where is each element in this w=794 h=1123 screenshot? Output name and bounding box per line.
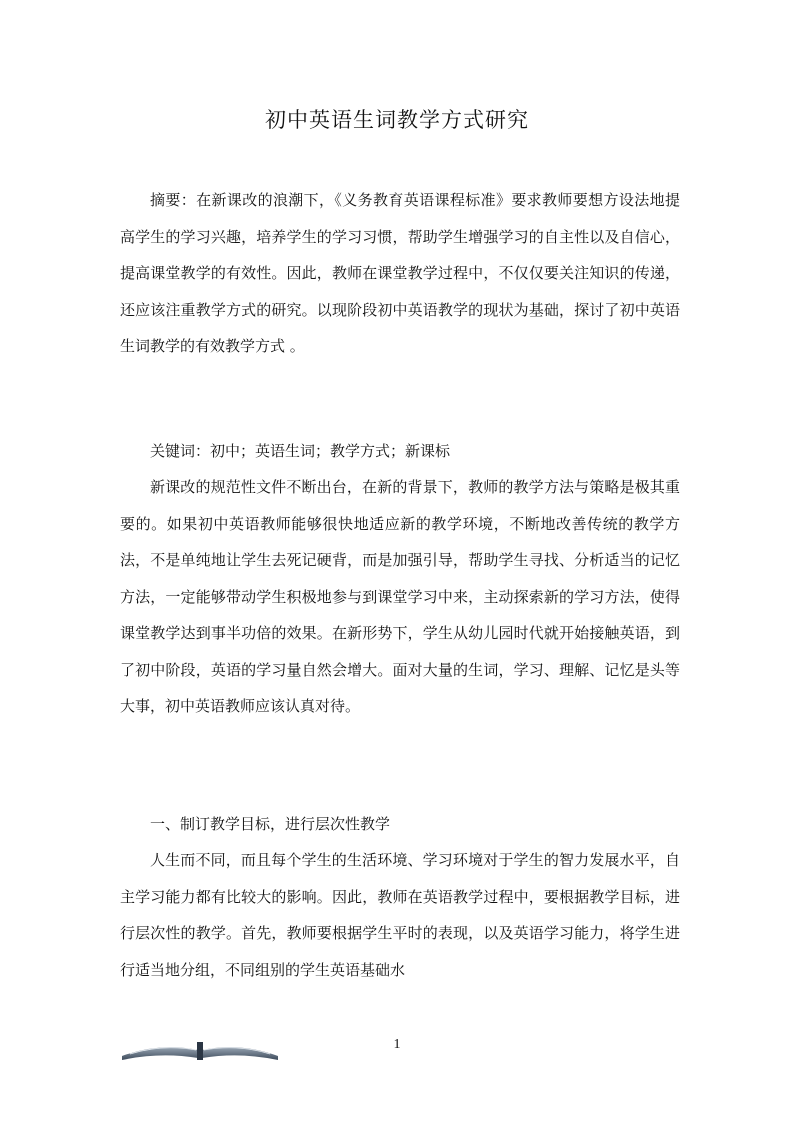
- document-title: 初中英语生词教学方式研究: [265, 108, 529, 132]
- page-number: 1: [393, 1037, 401, 1052]
- paragraph: 新课改的规范性文件不断出台，在新的背景下，教师的教学方法与策略是极其重要的。如果初中英语教师能够很快地适应新的教学环境，不断地改善传统的教学方法，不是单纯地让学生去死记硬背，而是加强引导，帮助学生寻找、分析适当的记忆方法，一定能够带动学生积极地参与到课堂学习中来，主动探索新的学习方法，使得课堂教学达到事半功倍的效果。在新形势下，学生从幼儿园时代就开始接触英语，到了初中阶段，英语的学习量自然会增大。面对大量的生词，学习、理解、记忆是头等大事，初中英语教师应该认真对待。: [120, 478, 680, 715]
- body-section-1: [120, 842, 680, 988]
- keywords-block: [120, 433, 680, 470]
- keywords-text: 关键词：初中；英语生词；教学方式；新课标: [150, 442, 451, 460]
- section-heading-block: [120, 806, 680, 843]
- abstract-text: 摘要：在新课改的浪潮下，《义务教育英语课程标准》要求教师要想方设法地提高学生的学习兴趣，培养学生的学习习惯，帮助学生增强学习的自主性以及自信心，提高课堂教学的有效性。因此，教师在课堂教学过程中，不仅仅要关注知识的传递，还应该注重教学方式的研究。以现阶段初中英语教学的现状为基础，探讨了初中英语生词教学的有效教学方式 。: [120, 191, 680, 355]
- body-section-intro: [120, 469, 680, 725]
- abstract-block: [120, 182, 680, 365]
- section-heading: 一、制订教学目标，进行层次性教学: [150, 815, 391, 833]
- paragraph: 人生而不同，而且每个学生的生活环境、学习环境对于学生的智力发展水平，自主学习能力都有比较大的影响。因此，教师在英语教学过程中，要根据教学目标，进行层次性的教学。首先，教师要根据学生平时的表现，以及英语学习能力，将学生进行适当地分组，不同组别的学生英语基础水: [120, 851, 680, 979]
